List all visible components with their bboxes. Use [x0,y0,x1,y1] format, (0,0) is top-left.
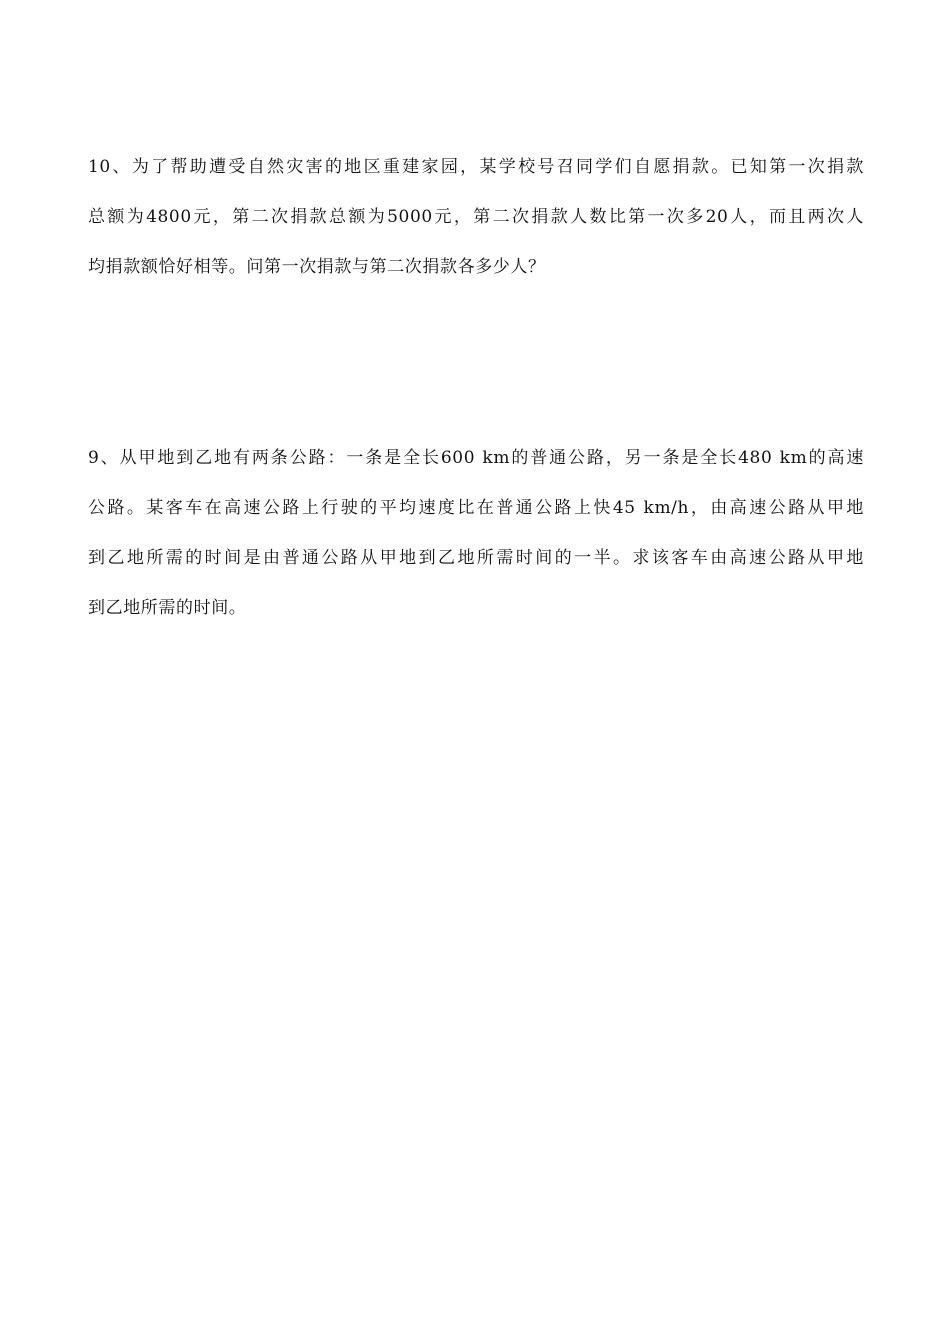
problem-10-line-2: 总额为4800元，第二次捐款总额为5000元，第二次捐款人数比第一次多20人，而且两次人 [88,207,864,227]
problem-9 [88,438,864,638]
problem-10 [88,147,864,297]
problem-9-line-4: 到乙地所需的时间。 [88,598,247,618]
problem-10-line-3: 均捐款额恰好相等。问第一次捐款与第二次捐款各多少人？ [88,257,546,277]
problem-9-line-1: 9、从甲地到乙地有两条公路：一条是全长600 km的普通公路，另一条是全长480 km的高速 [88,448,864,468]
problem-10-line-1: 10、为了帮助遭受自然灾害的地区重建家园，某学校号召同学们自愿捐款。已知第一次捐款 [88,157,864,177]
problem-9-line-2: 公路。某客车在高速公路上行驶的平均速度比在普通公路上快45 km/h，由高速公路从甲地 [88,498,864,518]
problem-9-line-3: 到乙地所需的时间是由普通公路从甲地到乙地所需时间的一半。求该客车由高速公路从甲地 [88,548,864,568]
